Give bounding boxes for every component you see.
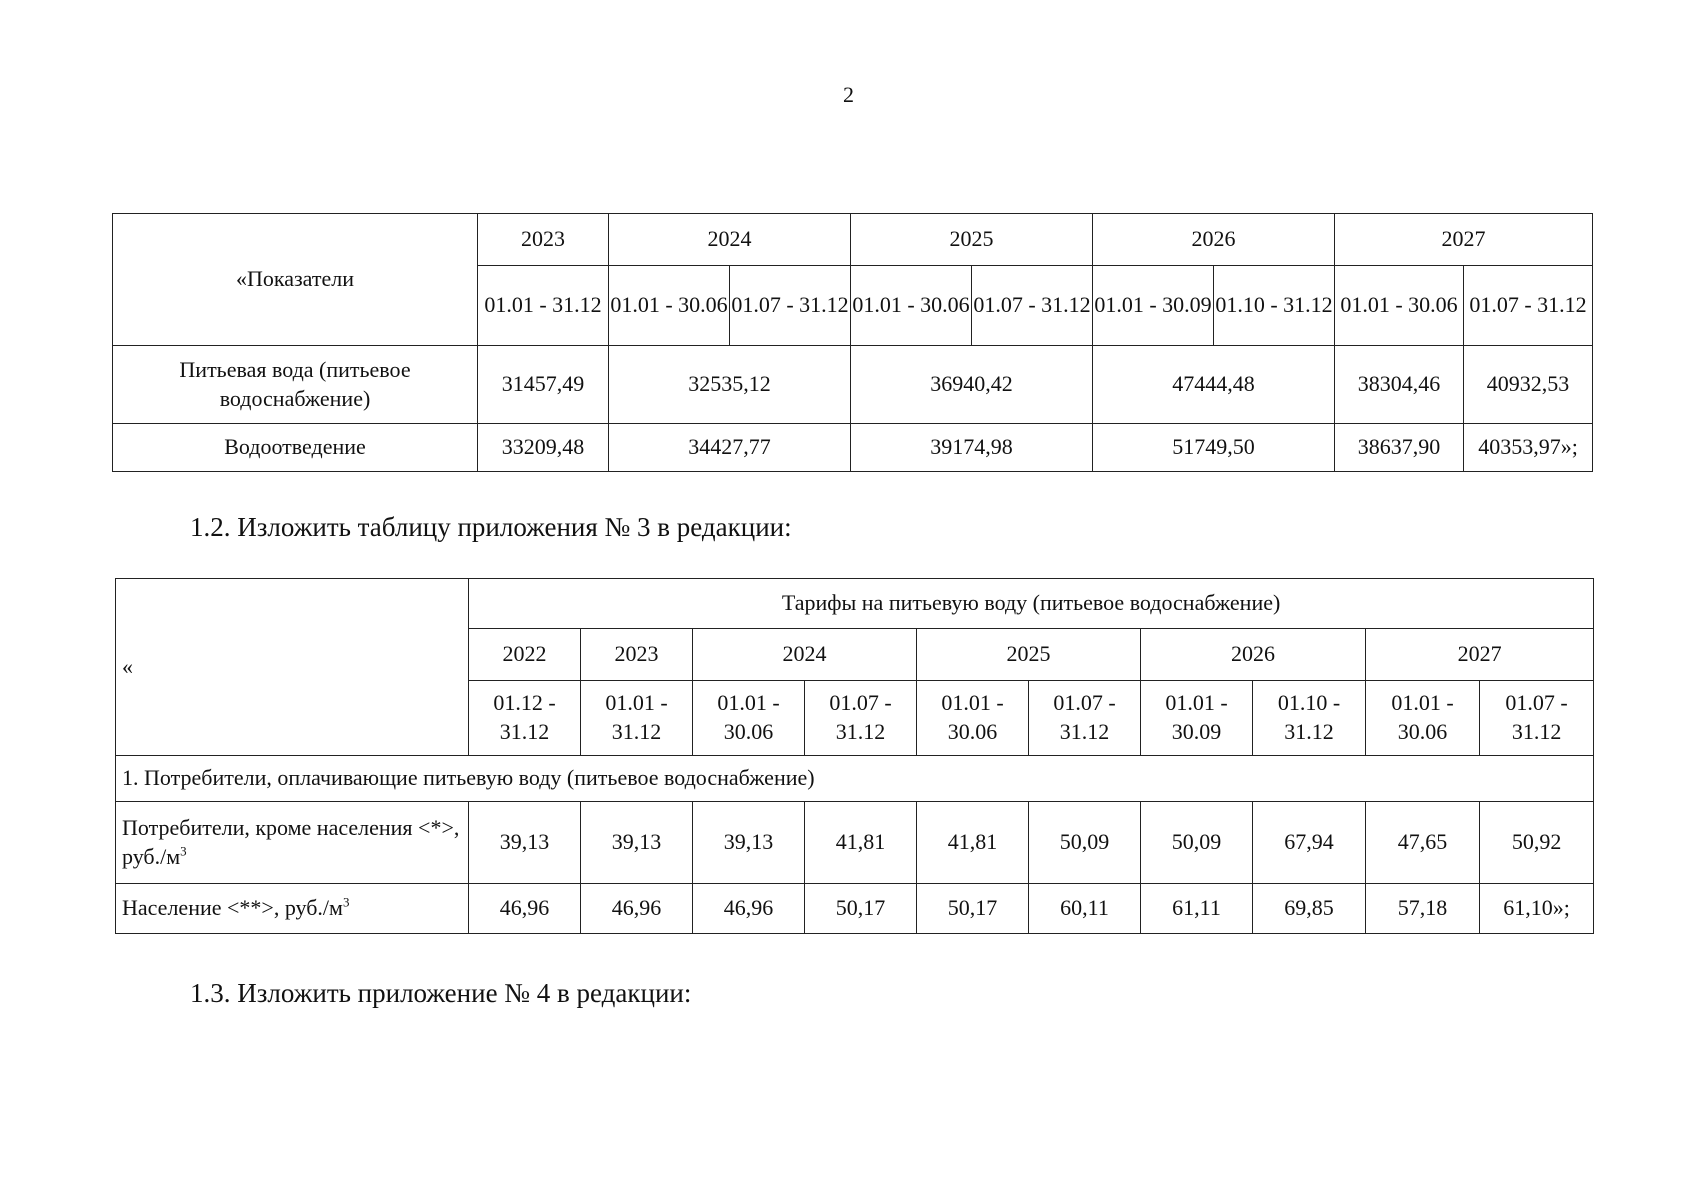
table1-period-header: 01.01 - 31.12	[478, 266, 609, 346]
table2-period-header: 01.07 - 31.12	[1480, 681, 1594, 756]
table-cell: 47444,48	[1093, 346, 1335, 424]
table-cell: 50,09	[1029, 802, 1141, 884]
table-row	[116, 884, 1594, 934]
table1-period-header: 01.01 - 30.06	[609, 266, 730, 346]
table-cell: 39,13	[469, 802, 581, 884]
table2-year-header: 2025	[917, 629, 1141, 681]
table-cell: 61,11	[1141, 884, 1253, 934]
table-cell: 50,17	[805, 884, 917, 934]
table1-period-header: 01.07 - 31.12	[730, 266, 851, 346]
table-cell: 50,17	[917, 884, 1029, 934]
table-cell: 50,92	[1480, 802, 1594, 884]
table1-year-header: 2024	[609, 214, 851, 266]
table-cell: 38304,46	[1335, 346, 1464, 424]
table-row	[113, 346, 1593, 424]
table2-period-header: 01.01 - 30.06	[1366, 681, 1480, 756]
table2-period-header: 01.01 - 30.06	[693, 681, 805, 756]
table-row	[113, 424, 1593, 472]
row-label-text: Население <**>, руб./м	[122, 895, 343, 921]
table-cell: 47,65	[1366, 802, 1480, 884]
table-cell: 50,09	[1141, 802, 1253, 884]
table2-period-header: 01.10 - 31.12	[1253, 681, 1366, 756]
table-cell: 38637,90	[1335, 424, 1464, 472]
row-label	[116, 802, 469, 884]
unit-superscript: 3	[342, 894, 350, 910]
table-cell: 46,96	[581, 884, 693, 934]
table1-corner-header: «Показатели	[113, 214, 478, 346]
table2-period-header: 01.07 - 31.12	[1029, 681, 1141, 756]
table2-year-header: 2022	[469, 629, 581, 681]
table-cell: 69,85	[1253, 884, 1366, 934]
table-cell: 57,18	[1366, 884, 1480, 934]
table1-period-header: 01.01 - 30.09	[1093, 266, 1214, 346]
paragraph-1-2: 1.2. Изложить таблицу приложения № 3 в редакции:	[190, 512, 792, 542]
table-cell: 60,11	[1029, 884, 1141, 934]
table-cell: 39,13	[693, 802, 805, 884]
table-cell: 40353,97»;	[1464, 424, 1593, 472]
table-cell: 39,13	[581, 802, 693, 884]
table2-period-header: 01.01 - 31.12	[581, 681, 693, 756]
table-cell: 39174,98	[851, 424, 1093, 472]
table1-period-header: 01.01 - 30.06	[1335, 266, 1464, 346]
table-cell: 33209,48	[478, 424, 609, 472]
table1-period-header: 01.01 - 30.06	[851, 266, 972, 346]
table-row	[116, 802, 1594, 884]
table2-period-header: 01.01 - 30.09	[1141, 681, 1253, 756]
table-cell: 46,96	[469, 884, 581, 934]
indicators-table	[112, 213, 1593, 472]
table-cell: 41,81	[917, 802, 1029, 884]
table1-period-header: 01.07 - 31.12	[1464, 266, 1593, 346]
table-cell: 40932,53	[1464, 346, 1593, 424]
table-cell: 32535,12	[609, 346, 851, 424]
table2-period-header: 01.01 - 30.06	[917, 681, 1029, 756]
row-label: Питьевая вода (питьевое водоснабжение)	[113, 346, 478, 424]
unit-superscript: 3	[180, 843, 187, 859]
table1-period-header: 01.07 - 31.12	[972, 266, 1093, 346]
table1-period-header: 01.10 - 31.12	[1214, 266, 1335, 346]
paragraph-1-3: 1.3. Изложить приложение № 4 в редакции:	[190, 978, 692, 1008]
table2-period-header: 01.07 - 31.12	[805, 681, 917, 756]
table1-year-header: 2023	[478, 214, 609, 266]
table-cell: 41,81	[805, 802, 917, 884]
table2-year-header: 2023	[581, 629, 693, 681]
table-cell: 51749,50	[1093, 424, 1335, 472]
table-cell: 31457,49	[478, 346, 609, 424]
table-cell: 61,10»;	[1480, 884, 1594, 934]
table2-title: Тарифы на питьевую воду (питьевое водоснабжение)	[469, 579, 1594, 629]
table2-period-header: 01.12 - 31.12	[469, 681, 581, 756]
tariffs-table	[115, 578, 1594, 934]
table1-year-header: 2026	[1093, 214, 1335, 266]
table2-year-header: 2024	[693, 629, 917, 681]
row-label	[116, 884, 469, 934]
row-label: Водоотведение	[113, 424, 478, 472]
table-cell: 36940,42	[851, 346, 1093, 424]
table2-year-header: 2027	[1366, 629, 1594, 681]
table2-year-header: 2026	[1141, 629, 1366, 681]
table-cell: 46,96	[693, 884, 805, 934]
table-cell: 67,94	[1253, 802, 1366, 884]
table1-year-header: 2025	[851, 214, 1093, 266]
table2-corner-header: «	[116, 579, 469, 756]
table-cell: 34427,77	[609, 424, 851, 472]
table2-section-header: 1. Потребители, оплачивающие питьевую воду (питьевое водоснабжение)	[116, 756, 1594, 802]
row-label-text: Потребители, кроме населения <*>, руб./м	[122, 814, 460, 869]
page-number: 2	[843, 82, 854, 107]
table1-year-header: 2027	[1335, 214, 1593, 266]
